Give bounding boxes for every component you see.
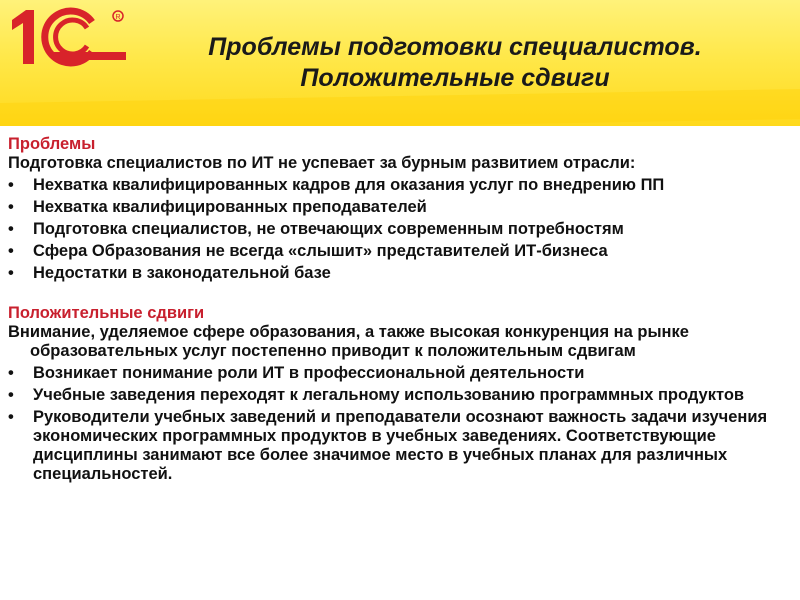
bullet-icon: •	[8, 386, 14, 404]
list-item-text: Руководители учебных заведений и преподаватели осознают важность задачи изучения экономических программных продуктов в учебных заведениях. Соответствующие дисциплины занимают все более значимое место в учебных планах для различных специальностей.	[33, 408, 768, 483]
title-line-1: Проблемы подготовки специалистов.	[208, 33, 702, 61]
list-item-text: Подготовка специалистов, не отвечающих современным потребностям	[33, 220, 624, 238]
positive-intro: Внимание, уделяемое сфере образования, а также высокая конкуренция на рынке образовательных услуг постепенно приводит к положительным сдвигам	[8, 323, 689, 360]
problems-intro: Подготовка специалистов по ИТ не успевает за бурным развитием отрасли:	[8, 154, 636, 172]
list-item	[8, 364, 792, 383]
list-item-text: Учебные заведения переходят к легальному использованию программных продуктов	[33, 386, 745, 404]
list-item	[8, 198, 792, 217]
header-band	[0, 89, 800, 126]
list-item	[8, 264, 792, 283]
problems-heading: Проблемы	[8, 135, 96, 153]
list-item	[8, 242, 792, 261]
svg-text:R: R	[115, 14, 121, 21]
list-item-text: Сфера Образования не всегда «слышит» представителей ИТ-бизнеса	[33, 242, 608, 260]
page-title	[135, 32, 775, 94]
list-item-text: Недостатки в законодательной базе	[33, 264, 331, 282]
bullet-icon: •	[8, 198, 14, 216]
section-spacer	[8, 283, 792, 304]
positive-list	[8, 364, 792, 484]
list-item	[8, 220, 792, 239]
slide-body	[8, 135, 792, 484]
bullet-icon: •	[8, 220, 14, 238]
bullet-icon: •	[8, 364, 14, 382]
1c-logo-icon	[4, 6, 129, 68]
list-item	[8, 176, 792, 195]
list-item	[8, 408, 792, 484]
bullet-icon: •	[8, 176, 14, 194]
positive-heading: Положительные сдвиги	[8, 304, 205, 322]
list-item	[8, 386, 792, 405]
slide-header	[0, 0, 800, 126]
list-item-text: Возникает понимание роли ИТ в профессиональной деятельности	[33, 364, 585, 382]
bullet-icon: •	[8, 242, 14, 260]
problems-list	[8, 176, 792, 283]
list-item-text: Нехватка квалифицированных преподавателей	[33, 198, 427, 216]
list-item-text: Нехватка квалифицированных кадров для оказания услуг по внедрению ПП	[33, 176, 665, 194]
bullet-icon: •	[8, 408, 14, 426]
bullet-icon: •	[8, 264, 14, 282]
title-line-2: Положительные сдвиги	[300, 64, 610, 92]
